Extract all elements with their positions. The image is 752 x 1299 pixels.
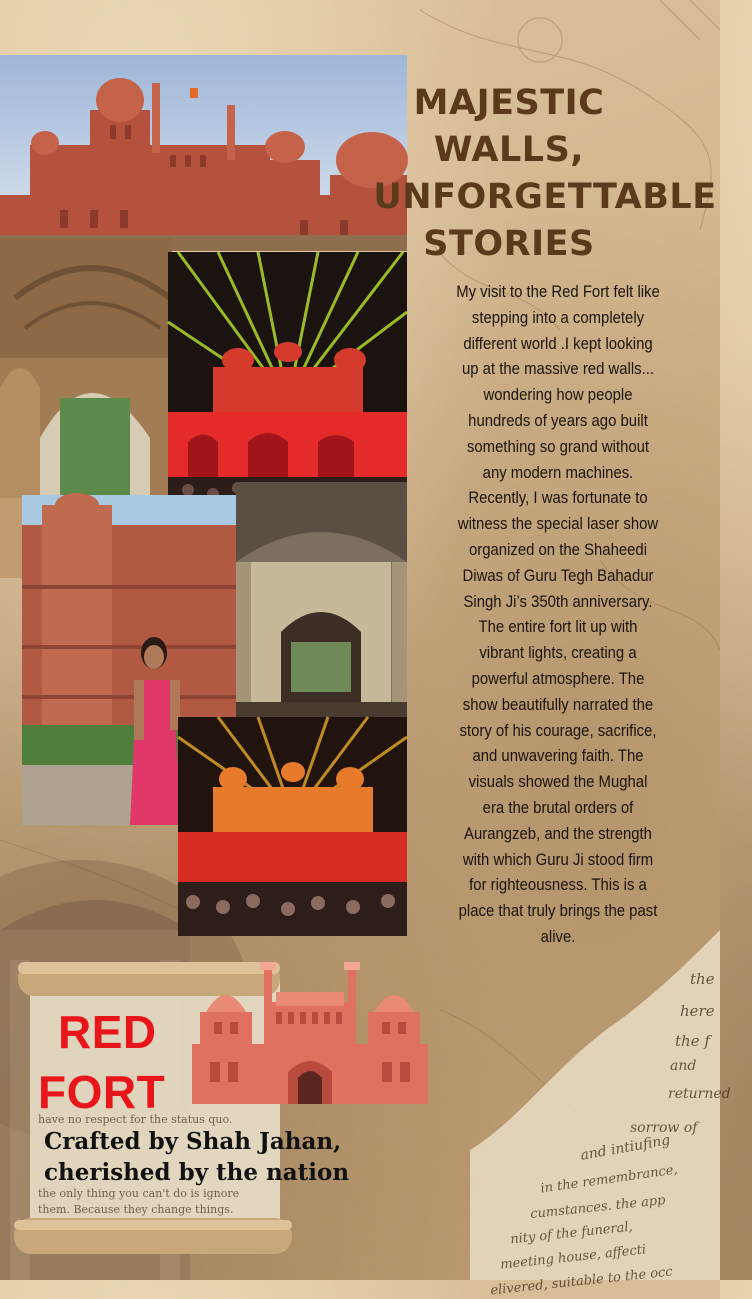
main-heading [352, 80, 752, 268]
story-paragraph: My visit to the Red Fort felt like stepping into a completely different world .I kept looking up at the massive red walls... wondering how people hundreds of years ago built something so grand without any modern machines. Recently, I was fortunate to witness the special laser show organized on the Shaheedi Diwas of Guru Tegh Bahadur Singh Ji’s 350th anniversary. The entire fort lit up with vibrant lights, creating a powerful atmosphere. The show beautifully narrated the story of his courage, sacrifice, and unwavering faith. The visuals showed the Mughal era the brutal orders of Aurangzeb, and the strength with which Guru Ji stood firm for righteousness. This is a place that truly brings the past alive. [456, 283, 660, 946]
tagline-line: cherished by the nation [44, 1159, 350, 1186]
palace-interior-photo [236, 482, 407, 718]
red-fort-illustration [192, 962, 428, 1104]
scroll-line: them. Because they change things. [38, 1203, 234, 1216]
scroll-line: the only thing you can't do is ignore [38, 1187, 240, 1200]
script-line: and [670, 1058, 697, 1074]
heading-line: STORIES [423, 224, 595, 264]
script-line: meeting house, affecti [499, 1242, 647, 1273]
laser-show-photo [168, 252, 407, 515]
script-line: the [690, 970, 715, 988]
script-line: returned [668, 1086, 731, 1102]
script-line: nity of the funeral, [509, 1219, 634, 1248]
script-text-block [470, 940, 731, 1299]
heading-line: MAJESTIC [413, 83, 605, 123]
script-line: sorrow of [630, 1120, 698, 1136]
tagline-line: Crafted by Shah Jahan, [44, 1128, 342, 1155]
script-line: cumstances. the app [529, 1192, 667, 1223]
scroll-line: have no respect for the status quo. [38, 1113, 233, 1126]
script-line: elivered, suitable to the occ [489, 1264, 674, 1299]
heading-line: UNFORGETTABLE [373, 177, 717, 217]
script-line: in the remembrance, [539, 1162, 679, 1197]
night-light-show-photo [178, 717, 407, 936]
title-line: RED [58, 1006, 157, 1058]
script-line: here [680, 1002, 715, 1020]
title-line: FORT [38, 1066, 166, 1118]
heading-line: WALLS, [433, 130, 585, 170]
script-line: the f [675, 1032, 710, 1050]
tagline [44, 1126, 424, 1188]
red-fort-title [38, 1002, 198, 1122]
script-line: and intiufing [579, 1132, 672, 1164]
